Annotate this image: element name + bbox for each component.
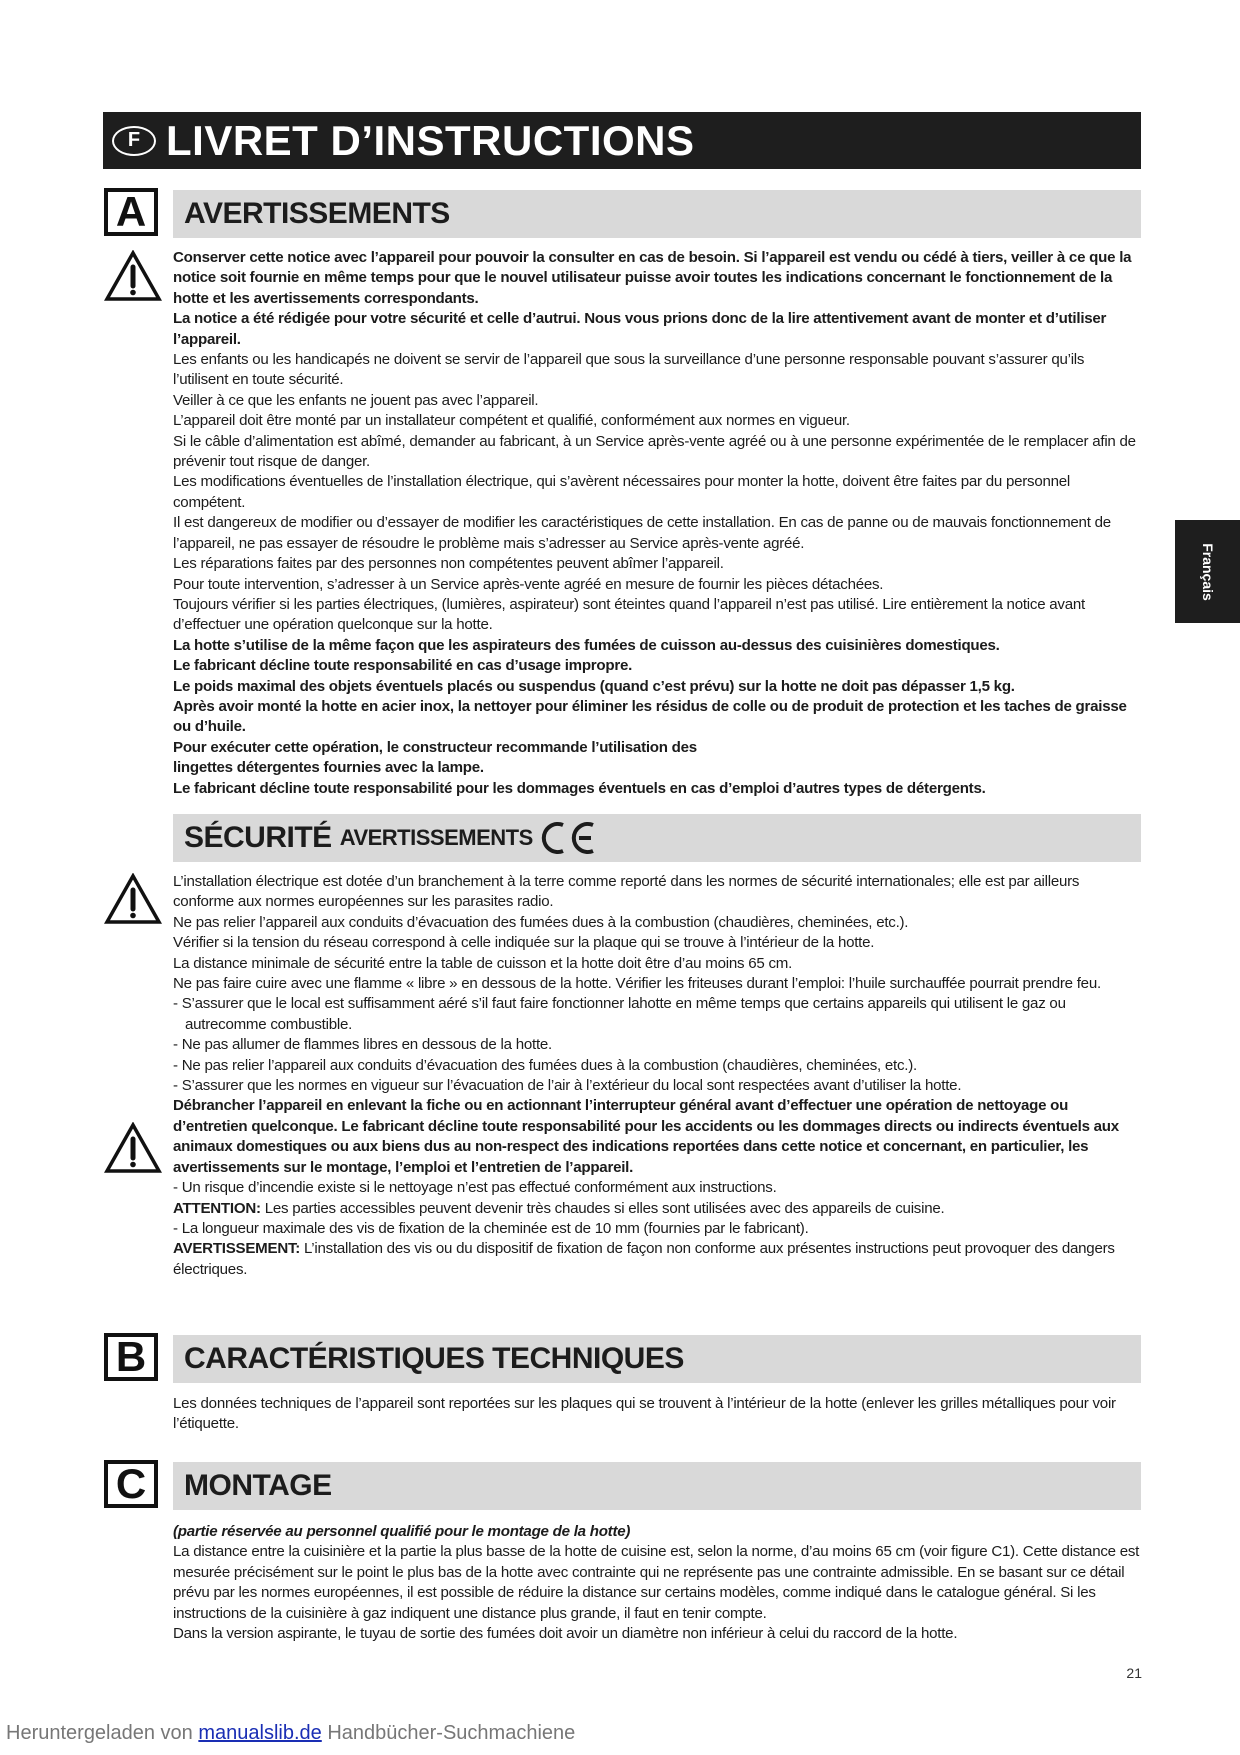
- list-item: - Ne pas allumer de flammes libres en dessous de la hotte.: [173, 1036, 552, 1054]
- warning-icon: [104, 1122, 162, 1174]
- paragraph: Les données techniques de l’appareil sont reportées sur les plaques qui se trouvent à l’intérieur de la hotte (enlever les grilles métalliques pour voir l’étiquette.: [173, 1395, 1116, 1433]
- paragraph: La hotte s’utilise de la même façon que les aspirateurs des fumées de cuisson au-dessus des cuisinières domestiques.: [173, 636, 1000, 654]
- section-letter-c: C: [104, 1460, 158, 1508]
- paragraph: Le fabricant décline toute responsabilité en cas d’usage impropre.: [173, 657, 633, 675]
- paragraph: Vérifier si la tension du réseau correspond à celle indiquée sur la plaque qui se trouve à l’intérieur de la hotte.: [173, 934, 875, 952]
- attention-text: Les parties accessibles peuvent devenir très chaudes si elles sont utilisées avec des appareils de cuisine.: [264, 1199, 945, 1217]
- footer-prefix: Heruntergeladen von: [6, 1722, 193, 1744]
- securite-title: SÉCURITÉ: [184, 821, 332, 854]
- paragraph: La distance entre la cuisinière et la partie la plus basse de la hotte de cuisine est, selon la norme, d’au moins 65 cm (voir figure C1). Cette distance est mesurée précisément sur le point le plus bas de la hotte avec contrainte qui ne représente pas une contrainte admissible. En se basant sur ce détail prévu par les normes européennes, il est possible de réduire la distance sur certains modèles, comme indiqué dans le catalogue général. Si les instructions de la cuisinière à gaz indiquent une distance plus grande, il faut en tenir compte.: [173, 1543, 1140, 1622]
- section-title-caracteristiques: CARACTÉRISTIQUES TECHNIQUES: [173, 1335, 1141, 1383]
- paragraph: Les réparations faites par des personnes non compétentes peuvent abîmer l’appareil.: [173, 555, 724, 573]
- language-badge: F: [112, 126, 156, 156]
- paragraph: [173, 1239, 1141, 1280]
- page-number: 21: [1126, 1665, 1142, 1681]
- paragraph: Si le câble d’alimentation est abîmé, demander au fabricant, à un Service après-vente agréé ou à une personne expérimentée de le remplacer afin de prévenir tout risque de danger.: [173, 432, 1136, 471]
- list-item: - La longueur maximale des vis de fixation de la cheminée est de 10 mm (fournies par le fabricant).: [173, 1219, 809, 1237]
- paragraph: Les modifications éventuelles de l’installation électrique, qui s’avèrent nécessaires pour monter la hotte, doivent être faites par du personnel compétent.: [173, 473, 1070, 511]
- paragraph: Pour exécuter cette opération, le constructeur recommande l’utilisation des: [173, 738, 697, 756]
- avertissement-label: AVERTISSEMENT:: [173, 1240, 301, 1258]
- language-tab[interactable]: [1175, 520, 1240, 623]
- warning-icon: [104, 250, 162, 302]
- paragraph: La distance minimale de sécurité entre la table de cuisson et la hotte doit être d’au moins 65 cm.: [173, 954, 793, 972]
- paragraph: Conserver cette notice avec l’appareil pour pouvoir la consulter en cas de besoin. Si l’appareil est vendu ou cédé à tiers, veiller à ce que la notice soit fournie en même temps pour que le nouvel utilisateur puisse avoir toutes les indications concernant le fonctionnement de la hotte et les avertissements correspondants.: [173, 249, 1132, 307]
- ce-mark-icon: [541, 821, 597, 855]
- paragraph: Le fabricant décline toute responsabilité pour les dommages éventuels en cas d’emploi d’autres types de détergents.: [173, 779, 986, 797]
- warning-icon: [104, 873, 162, 925]
- paragraph: Toujours vérifier si les parties électriques, (lumières, aspirateur) sont éteintes quand l’appareil n’est pas utilisé. Lire entièrement la notice avant d’effectuer une opération quelconque sur la hotte.: [173, 595, 1085, 634]
- section-title-securite: [173, 814, 1141, 862]
- download-footer: [6, 1722, 575, 1745]
- paragraph: La notice a été rédigée pour votre sécurité et celle d’autrui. Nous vous prions donc de la lire attentivement avant de monter et d’utiliser l’appareil.: [173, 310, 1107, 348]
- section-c-text: [173, 1522, 1141, 1644]
- paragraph: L’installation électrique est dotée d’un branchement à la terre comme reporté dans les normes de sécurité internationales; elle est par ailleurs conforme aux normes européennes sur les parasites radio.: [173, 873, 1080, 911]
- paragraph: [173, 1199, 1141, 1219]
- paragraph: Après avoir monté la hotte en acier inox, la nettoyer pour éliminer les résidus de colle ou de produit de protection et les taches de graisse ou d’huile.: [173, 697, 1127, 736]
- paragraph: L’appareil doit être monté par un installateur compétent et qualifié, conformément aux normes en vigueur.: [173, 412, 850, 430]
- page-title: LIVRET D’INSTRUCTIONS: [166, 116, 695, 164]
- list-item: - Un risque d’incendie existe si le nettoyage n’est pas effectué conformément aux instructions.: [173, 1179, 777, 1197]
- language-tab-label: Français: [1199, 542, 1216, 601]
- page-title-banner: [103, 112, 1141, 169]
- footer-suffix: Handbücher-Suchmachiene: [327, 1722, 576, 1744]
- manualslib-link[interactable]: manualslib.de: [198, 1722, 322, 1744]
- paragraph: Pour toute intervention, s’adresser à un Service après-vente agréé en mesure de fournir les pièces détachées.: [173, 575, 884, 593]
- section-title-montage: MONTAGE: [173, 1462, 1141, 1510]
- attention-label: ATTENTION:: [173, 1199, 261, 1217]
- section-letter-b: B: [104, 1333, 158, 1381]
- paragraph: lingettes détergentes fournies avec la lampe.: [173, 759, 484, 777]
- list-item: - Ne pas relier l’appareil aux conduits d’évacuation des fumées dues à la combustion (chaudières, cheminées, etc.).: [173, 1056, 917, 1074]
- section-letter-a: A: [104, 188, 158, 236]
- paragraph: Le poids maximal des objets éventuels placés ou suspendus (quand c’est prévu) sur la hotte ne doit pas dépasser 1,5 kg.: [173, 677, 1015, 695]
- paragraph: Ne pas faire cuire avec une flamme « libre » en dessous de la hotte. Vérifier les friteuses durant l’emploi: l’huile surchauffée pourrait prendre feu.: [173, 975, 1101, 993]
- paragraph: Les enfants ou les handicapés ne doivent se servir de l’appareil que sous la surveillance d’une personne responsable pouvant s’assurer qu’ils l’utilisent en toute sécurité.: [173, 351, 1085, 389]
- list-item: - S’assurer que le local est suffisamment aéré s’il faut faire fonctionner lahotte en même temps que certains appareils qui utilisent le gaz ou autrecomme combustible.: [173, 995, 1066, 1033]
- section-a-text: [173, 248, 1141, 799]
- list-item: - S’assurer que les normes en vigueur sur l’évacuation de l’air à l’extérieur du local sont respectées avant d’utiliser la hotte.: [173, 1077, 962, 1095]
- securite-text: [173, 872, 1141, 1280]
- avertissement-text: L’installation des vis ou du dispositif de fixation de façon non conforme aux présentes instructions peut provoquer des dangers électriques.: [173, 1240, 1115, 1278]
- paragraph: Débrancher l’appareil en enlevant la fiche ou en actionnant l’interrupteur général avant d’effectuer une opération de nettoyage ou d’entretien quelconque. Le fabricant décline toute responsabilité pour les accidents ou les dommages directs ou indirects éventuels aux animaux domestiques ou aux biens dus au non-respect des indications reportées dans cette notice et concernant, en particulier, les avertissements sur le montage, l’emploi et l’entretien de l’appareil.: [173, 1097, 1119, 1176]
- montage-note: (partie réservée au personnel qualifié pour le montage de la hotte): [173, 1523, 631, 1540]
- section-b-text: [173, 1394, 1141, 1435]
- paragraph: Dans la version aspirante, le tuyau de sortie des fumées doit avoir un diamètre non inférieur à celui du raccord de la hotte.: [173, 1625, 958, 1643]
- securite-subtitle: AVERTISSEMENTS: [339, 825, 533, 850]
- paragraph: Veiller à ce que les enfants ne jouent pas avec l’appareil.: [173, 391, 539, 409]
- section-title-avertissements: AVERTISSEMENTS: [173, 190, 1141, 238]
- paragraph: Il est dangereux de modifier ou d’essayer de modifier les caractéristiques de cette installation. En cas de panne ou de mauvais fonctionnement de l’appareil, ne pas essayer de résoudre le problème mais s’adresser au Service après-vente agréé.: [173, 514, 1111, 552]
- paragraph: Ne pas relier l’appareil aux conduits d’évacuation des fumées dues à la combustion (chaudières, cheminées, etc.).: [173, 913, 909, 931]
